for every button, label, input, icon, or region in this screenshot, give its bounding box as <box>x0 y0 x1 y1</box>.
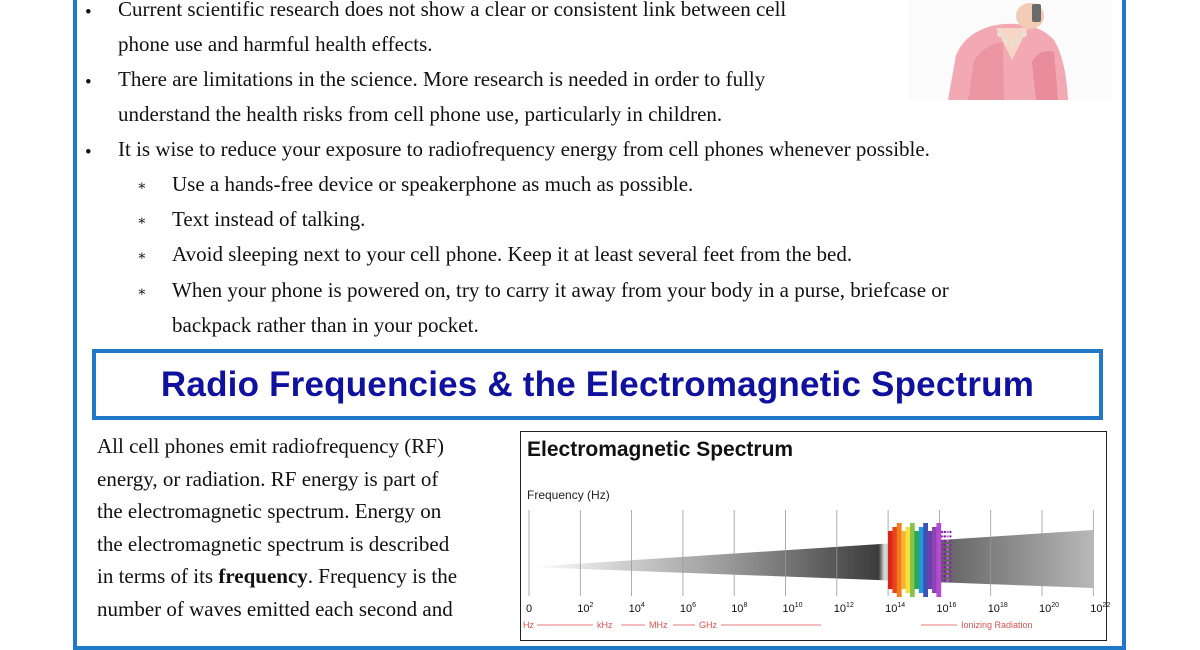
text-run: . Frequency is the <box>307 564 458 589</box>
uv-dot <box>941 535 943 537</box>
uv-dot <box>941 562 943 564</box>
uv-dot <box>944 540 946 542</box>
uv-dot <box>946 566 948 568</box>
spectrum-tick-label: $10^2$ <box>577 602 594 615</box>
bullet-icon: • <box>85 2 92 23</box>
visible-light-band <box>936 523 941 597</box>
paragraph-line: number of waves emitted each second and <box>97 596 453 621</box>
uv-dot <box>946 544 948 546</box>
uv-dot <box>949 553 951 555</box>
uv-dot <box>949 535 951 537</box>
uv-dot <box>949 540 951 542</box>
uv-dot <box>949 566 951 568</box>
spectrum-tick-label: $10^{10}$ <box>782 602 803 615</box>
bullet-line: It is wise to reduce your exposure to radiofrequency energy from cell phones whenever possible. <box>118 137 930 161</box>
paragraph-line <box>97 560 517 593</box>
spectrum-tick-label: $10^6$ <box>679 602 697 615</box>
bullet-3 <box>118 132 930 167</box>
spectrum-band-label: Ionizing Radiation <box>961 620 1033 630</box>
visible-light-band <box>923 523 928 597</box>
spectrum-band-label: GHz <box>699 620 717 630</box>
sub-bullet-2 <box>172 202 365 237</box>
uv-dot <box>944 544 946 546</box>
spectrum-tick-label: $10^{14}$ <box>885 602 906 615</box>
uv-dot <box>949 575 951 577</box>
uv-dot <box>941 540 943 542</box>
uv-dot <box>946 562 948 564</box>
uv-dot <box>949 544 951 546</box>
spectrum-graphic <box>521 432 1111 642</box>
em-spectrum-figure <box>520 431 1111 641</box>
bullet-line: Text instead of talking. <box>172 207 366 231</box>
frequency-term: frequency <box>218 564 308 589</box>
paragraph-line: energy, or radiation. RF energy is part of <box>97 466 439 491</box>
visible-light-band <box>928 531 933 589</box>
uv-dot <box>949 557 951 559</box>
uv-dot <box>949 531 951 533</box>
bullet-line: Use a hands-free device or speakerphone as much as possible. <box>172 172 694 196</box>
visible-light-band <box>906 527 911 593</box>
figure-axis-label: Frequency (Hz) <box>527 488 610 502</box>
spectrum-tick-label: $10^{12}$ <box>833 602 854 615</box>
spectrum-tick-label: $10^{16}$ <box>936 602 957 615</box>
uv-dot <box>946 579 948 581</box>
uv-dot <box>946 570 948 572</box>
spectrum-tick-label: $10^4$ <box>628 602 645 615</box>
figure-title: Electromagnetic Spectrum <box>527 438 794 461</box>
spectrum-tick-label: $10^{18}$ <box>987 602 1008 615</box>
uv-dot <box>946 553 948 555</box>
body-paragraph <box>97 430 517 626</box>
asterisk-icon: ∗ <box>137 285 147 300</box>
sub-bullet-4 <box>172 273 949 343</box>
uv-dot <box>946 540 948 542</box>
uv-dot <box>941 570 943 572</box>
uv-dot <box>944 557 946 559</box>
uv-dot <box>946 548 948 550</box>
uv-dot <box>946 531 948 533</box>
spectrum-tick-label: $10^{22}$ <box>1090 602 1111 615</box>
spectrum-tick-label: 0 <box>526 603 533 615</box>
paragraph-line: the electromagnetic spectrum is described <box>97 531 450 556</box>
sub-bullet-3 <box>172 237 852 272</box>
section-title-box <box>92 349 1103 420</box>
paragraph-line: the electromagnetic spectrum. Energy on <box>97 499 442 524</box>
visible-light-band <box>897 523 902 597</box>
visible-light-band <box>892 527 897 593</box>
uv-dot <box>944 575 946 577</box>
bullet-line: Current scientific research does not show a clear or consistent link between cell <box>118 0 787 21</box>
uv-dot <box>941 579 943 581</box>
visible-light-band <box>901 531 906 589</box>
spectrum-band-label: kHz <box>597 620 613 630</box>
visible-light-band <box>932 527 937 593</box>
spectrum-band-label: Hz <box>523 620 534 630</box>
uv-dot <box>944 548 946 550</box>
uv-dot <box>944 553 946 555</box>
text-run: in terms of its <box>97 564 219 589</box>
uv-dot <box>944 562 946 564</box>
uv-dot <box>946 535 948 537</box>
uv-dot <box>941 566 943 568</box>
section-title: Radio Frequencies & the Electromagnetic Spectrum <box>160 364 1035 404</box>
bullet-icon: • <box>85 72 92 93</box>
spectrum-tick-label: $10^{20}$ <box>1039 602 1060 615</box>
uv-dot <box>946 557 948 559</box>
uv-dot <box>949 570 951 572</box>
uv-dot <box>949 562 951 564</box>
spectrum-wedge <box>529 530 1093 588</box>
uv-dot <box>941 544 943 546</box>
visible-light-band <box>910 523 915 597</box>
spectrum-tick-label: $10^8$ <box>731 602 748 615</box>
uv-dot <box>944 566 946 568</box>
uv-dot <box>944 535 946 537</box>
bullet-icon: • <box>85 142 92 163</box>
asterisk-icon: ∗ <box>137 249 147 264</box>
uv-dot <box>941 531 943 533</box>
bullet-line: understand the health risks from cell phone use, particularly in children. <box>118 102 723 126</box>
uv-dot <box>946 575 948 577</box>
sub-bullet-1 <box>172 167 693 202</box>
bullet-line: When your phone is powered on, try to carry it away from your body in a purse, briefcase or <box>172 278 949 302</box>
visible-light-band <box>919 527 924 593</box>
uv-dot <box>944 570 946 572</box>
bullet-line: There are limitations in the science. More research is needed in order to fully <box>118 67 766 91</box>
uv-dot <box>944 531 946 533</box>
spectrum-band-label: MHz <box>649 620 668 630</box>
bullet-line: Avoid sleeping next to your cell phone. Keep it at least several feet from the bed. <box>172 242 853 266</box>
bullet-2 <box>118 62 765 132</box>
asterisk-icon: ∗ <box>137 179 147 194</box>
visible-light-band <box>914 531 919 589</box>
uv-dot <box>949 548 951 550</box>
paragraph-line: All cell phones emit radiofrequency (RF) <box>97 434 444 458</box>
uv-dot <box>941 557 943 559</box>
bullet-line: phone use and harmful health effects. <box>118 32 433 56</box>
uv-dot <box>941 548 943 550</box>
bullet-1 <box>118 0 786 62</box>
uv-dot <box>944 579 946 581</box>
uv-dot <box>949 579 951 581</box>
uv-dot <box>941 575 943 577</box>
woman-on-phone-photo <box>908 0 1111 100</box>
uv-dot <box>941 553 943 555</box>
visible-light-band <box>888 531 893 589</box>
bullet-line: backpack rather than in your pocket. <box>172 313 479 337</box>
asterisk-icon: ∗ <box>137 214 147 229</box>
